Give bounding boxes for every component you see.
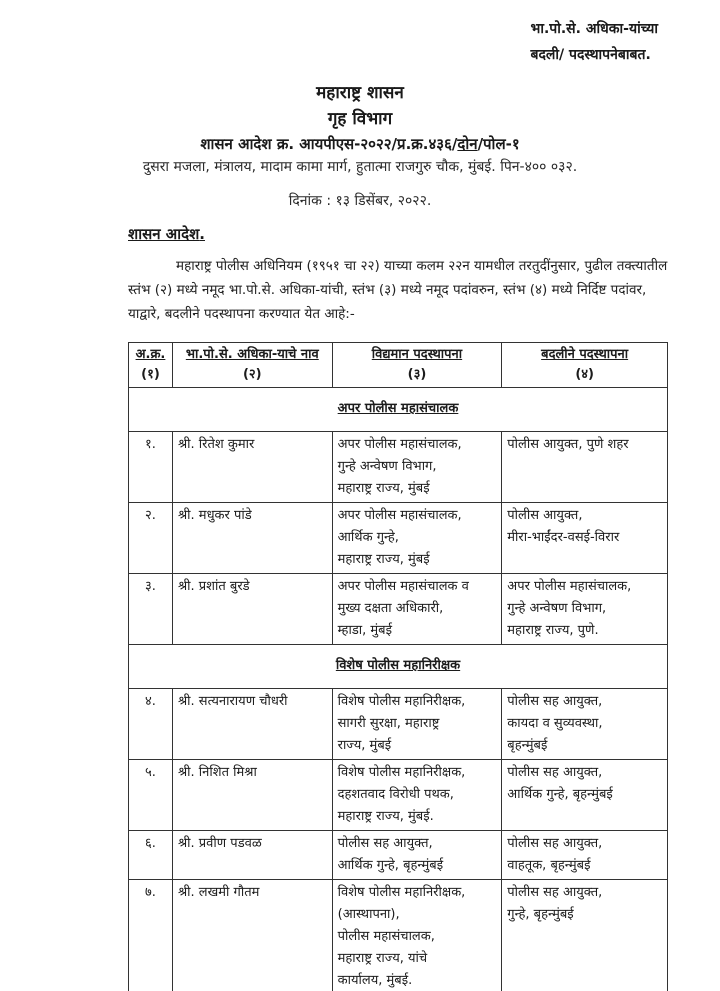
new-posting [502,432,668,503]
header-officer-name-label: भा.पो.से. अधिका-याचे नाव [185,347,319,362]
header-current-posting-num: (३) [407,367,427,382]
order-paragraph-text: महाराष्ट्र पोलीस अधिनियम (१९५१ चा २२) याच्या कलम २२न यामधील तरतुदींनुसार, पुढील तक्त्यातील स्तंभ (२) मध्ये नमूद भा.पो.से. अधिका-यांची, स्तंभ (३) मध्ये नमूद पदांवरुन, स्तंभ (४) मध्ये निर्दिष्ट पदांवर, याद्वारे, बदलीने पदस्थापना करण्यात येत आहे:- [128,258,668,322]
table-row [129,689,668,760]
table-row [129,880,668,991]
current-posting [332,831,502,880]
new-posting-line: पोलीस आयुक्त, पुणे शहर [507,437,629,452]
new-posting [502,760,668,831]
current-posting [332,760,502,831]
current-posting-line: अपर पोलीस महासंचालक, [337,437,462,452]
subject-block [531,16,659,68]
current-posting-line: आर्थिक गुन्हे, बृहन्मुंबई [337,858,444,873]
section-title: अपर पोलीस महासंचालक [129,388,668,432]
current-posting-line: पोलीस सह आयुक्त, [337,836,433,851]
current-posting-line: दहशतवाद विरोधी पथक, [337,787,454,802]
order-date: दिनांक : १३ डिसेंबर, २०२२. [288,193,432,209]
current-posting-line: कार्यालय, मुंबई. [337,973,413,988]
table-row [129,574,668,645]
new-posting-line: पोलीस सह आयुक्त, [507,885,603,900]
office-address: दुसरा मजला, मंत्रालय, मादाम कामा मार्ग, हुतात्मा राजगुरु चौक, मुंबई. पिन-४०० ०३२. [142,159,578,175]
officer-name: श्री. प्रशांत बुरडे [172,574,332,645]
order-title [128,223,205,245]
current-posting-line: गुन्हे अन्वेषण विभाग, [337,459,437,474]
serial-number: ७. [129,880,173,991]
new-posting-line: बृहन्मुंबई [507,738,548,753]
header-serial-num: (१) [141,367,160,382]
table-header-row [129,343,668,388]
header-new-posting-num: (४) [575,367,594,382]
officer-name: श्री. लखमी गौतम [172,880,332,991]
header-current-posting [332,343,502,388]
government-name: महाराष्ट्र शासन [316,83,404,103]
current-posting [332,574,502,645]
new-posting-line: मीरा-भाईंदर-वसई-विरार [507,530,620,545]
serial-number: ६. [129,831,173,880]
transfer-table [128,342,668,991]
table-row [129,432,668,503]
new-posting-line: पोलीस सह आयुक्त, [507,836,603,851]
new-posting-line: महाराष्ट्र राज्य, पुणे. [507,623,599,638]
table-row [129,503,668,574]
new-posting [502,574,668,645]
header-serial [129,343,173,388]
order-title-text: शासन आदेश [128,225,200,243]
serial-number: ३. [129,574,173,645]
officer-name: श्री. प्रवीण पडवळ [172,831,332,880]
officer-name: श्री. निशित मिश्रा [172,760,332,831]
order-number-part-2: दोन [457,135,478,153]
current-posting-line: पोलीस महासंचालक, [337,929,435,944]
header-current-posting-label: विद्यमान पदस्थापना [371,347,463,362]
section-row [129,388,668,432]
table-row [129,831,668,880]
new-posting-line: गुन्हे, बृहन्मुंबई [507,907,574,922]
serial-number: १. [129,432,173,503]
current-posting [332,880,502,991]
new-posting-line: वाहतूक, बृहन्मुंबई [507,858,591,873]
subject-line-1: भा.पो.से. अधिका-यांच्या [530,21,658,37]
header-new-posting-label: बदलीने पदस्थापना [541,347,629,362]
order-title-suffix: . [199,225,205,243]
current-posting [332,689,502,760]
department-name: गृह विभाग [327,109,393,129]
current-posting-line: महाराष्ट्र राज्य, मुंबई. [337,809,434,824]
current-posting-line: (आस्थापना), [337,907,400,922]
serial-number: २. [129,503,173,574]
current-posting-line: अपर पोलीस महासंचालक व [337,579,469,594]
new-posting-line: कायदा व सुव्यवस्था, [507,716,603,731]
table-row [129,760,668,831]
order-paragraph [128,254,668,326]
new-posting-line: गुन्हे अन्वेषण विभाग, [507,601,607,616]
current-posting-line: विशेष पोलीस महानिरीक्षक, [337,694,466,709]
current-posting-line: सागरी सुरक्षा, महाराष्ट्र [337,716,440,731]
table-body [129,388,668,991]
current-posting-line: राज्य, मुंबई [337,738,392,753]
section-row [129,645,668,689]
current-posting-line: अपर पोलीस महासंचालक, [337,508,462,523]
government-header [0,80,720,213]
new-posting [502,689,668,760]
header-officer-name-num: (२) [242,367,262,382]
officer-name: श्री. सत्यनारायण चौधरी [172,689,332,760]
section-title: विशेष पोलीस महानिरीक्षक [129,645,668,689]
current-posting-line: विशेष पोलीस महानिरीक्षक, [337,885,466,900]
current-posting-line: म्हाडा, मुंबई [337,623,392,638]
current-posting-line: आर्थिक गुन्हे, [337,530,399,545]
new-posting-line: पोलीस आयुक्त, [507,508,583,523]
officer-name: श्री. मधुकर पांडे [172,503,332,574]
order-number-part-3: /पोल-१ [477,135,520,153]
current-posting-line: महाराष्ट्र राज्य, यांचे [337,951,428,966]
new-posting [502,831,668,880]
header-serial-label: अ.क्र. [135,347,166,362]
current-posting-line: महाराष्ट्र राज्य, मुंबई [337,552,430,567]
new-posting-line: पोलीस सह आयुक्त, [507,765,603,780]
current-posting [332,432,502,503]
current-posting [332,503,502,574]
serial-number: ५. [129,760,173,831]
header-officer-name [172,343,332,388]
new-posting-line: आर्थिक गुन्हे, बृहन्मुंबई [507,787,613,802]
order-number-part-1: शासन आदेश क्र. आयपीएस-२०२२/प्र.क्र.४३६/ [200,135,458,153]
new-posting [502,503,668,574]
current-posting-line: विशेष पोलीस महानिरीक्षक, [337,765,466,780]
order-number [0,133,720,155]
officer-name: श्री. रितेश कुमार [172,432,332,503]
subject-line-2: बदली/ पदस्थापनेबाबत. [530,47,651,63]
new-posting-line: अपर पोलीस महासंचालक, [507,579,632,594]
current-posting-line: मुख्य दक्षता अधिकारी, [337,601,444,616]
current-posting-line: महाराष्ट्र राज्य, मुंबई [337,481,430,496]
serial-number: ४. [129,689,173,760]
header-new-posting [502,343,668,388]
new-posting [502,880,668,991]
new-posting-line: पोलीस सह आयुक्त, [507,694,603,709]
